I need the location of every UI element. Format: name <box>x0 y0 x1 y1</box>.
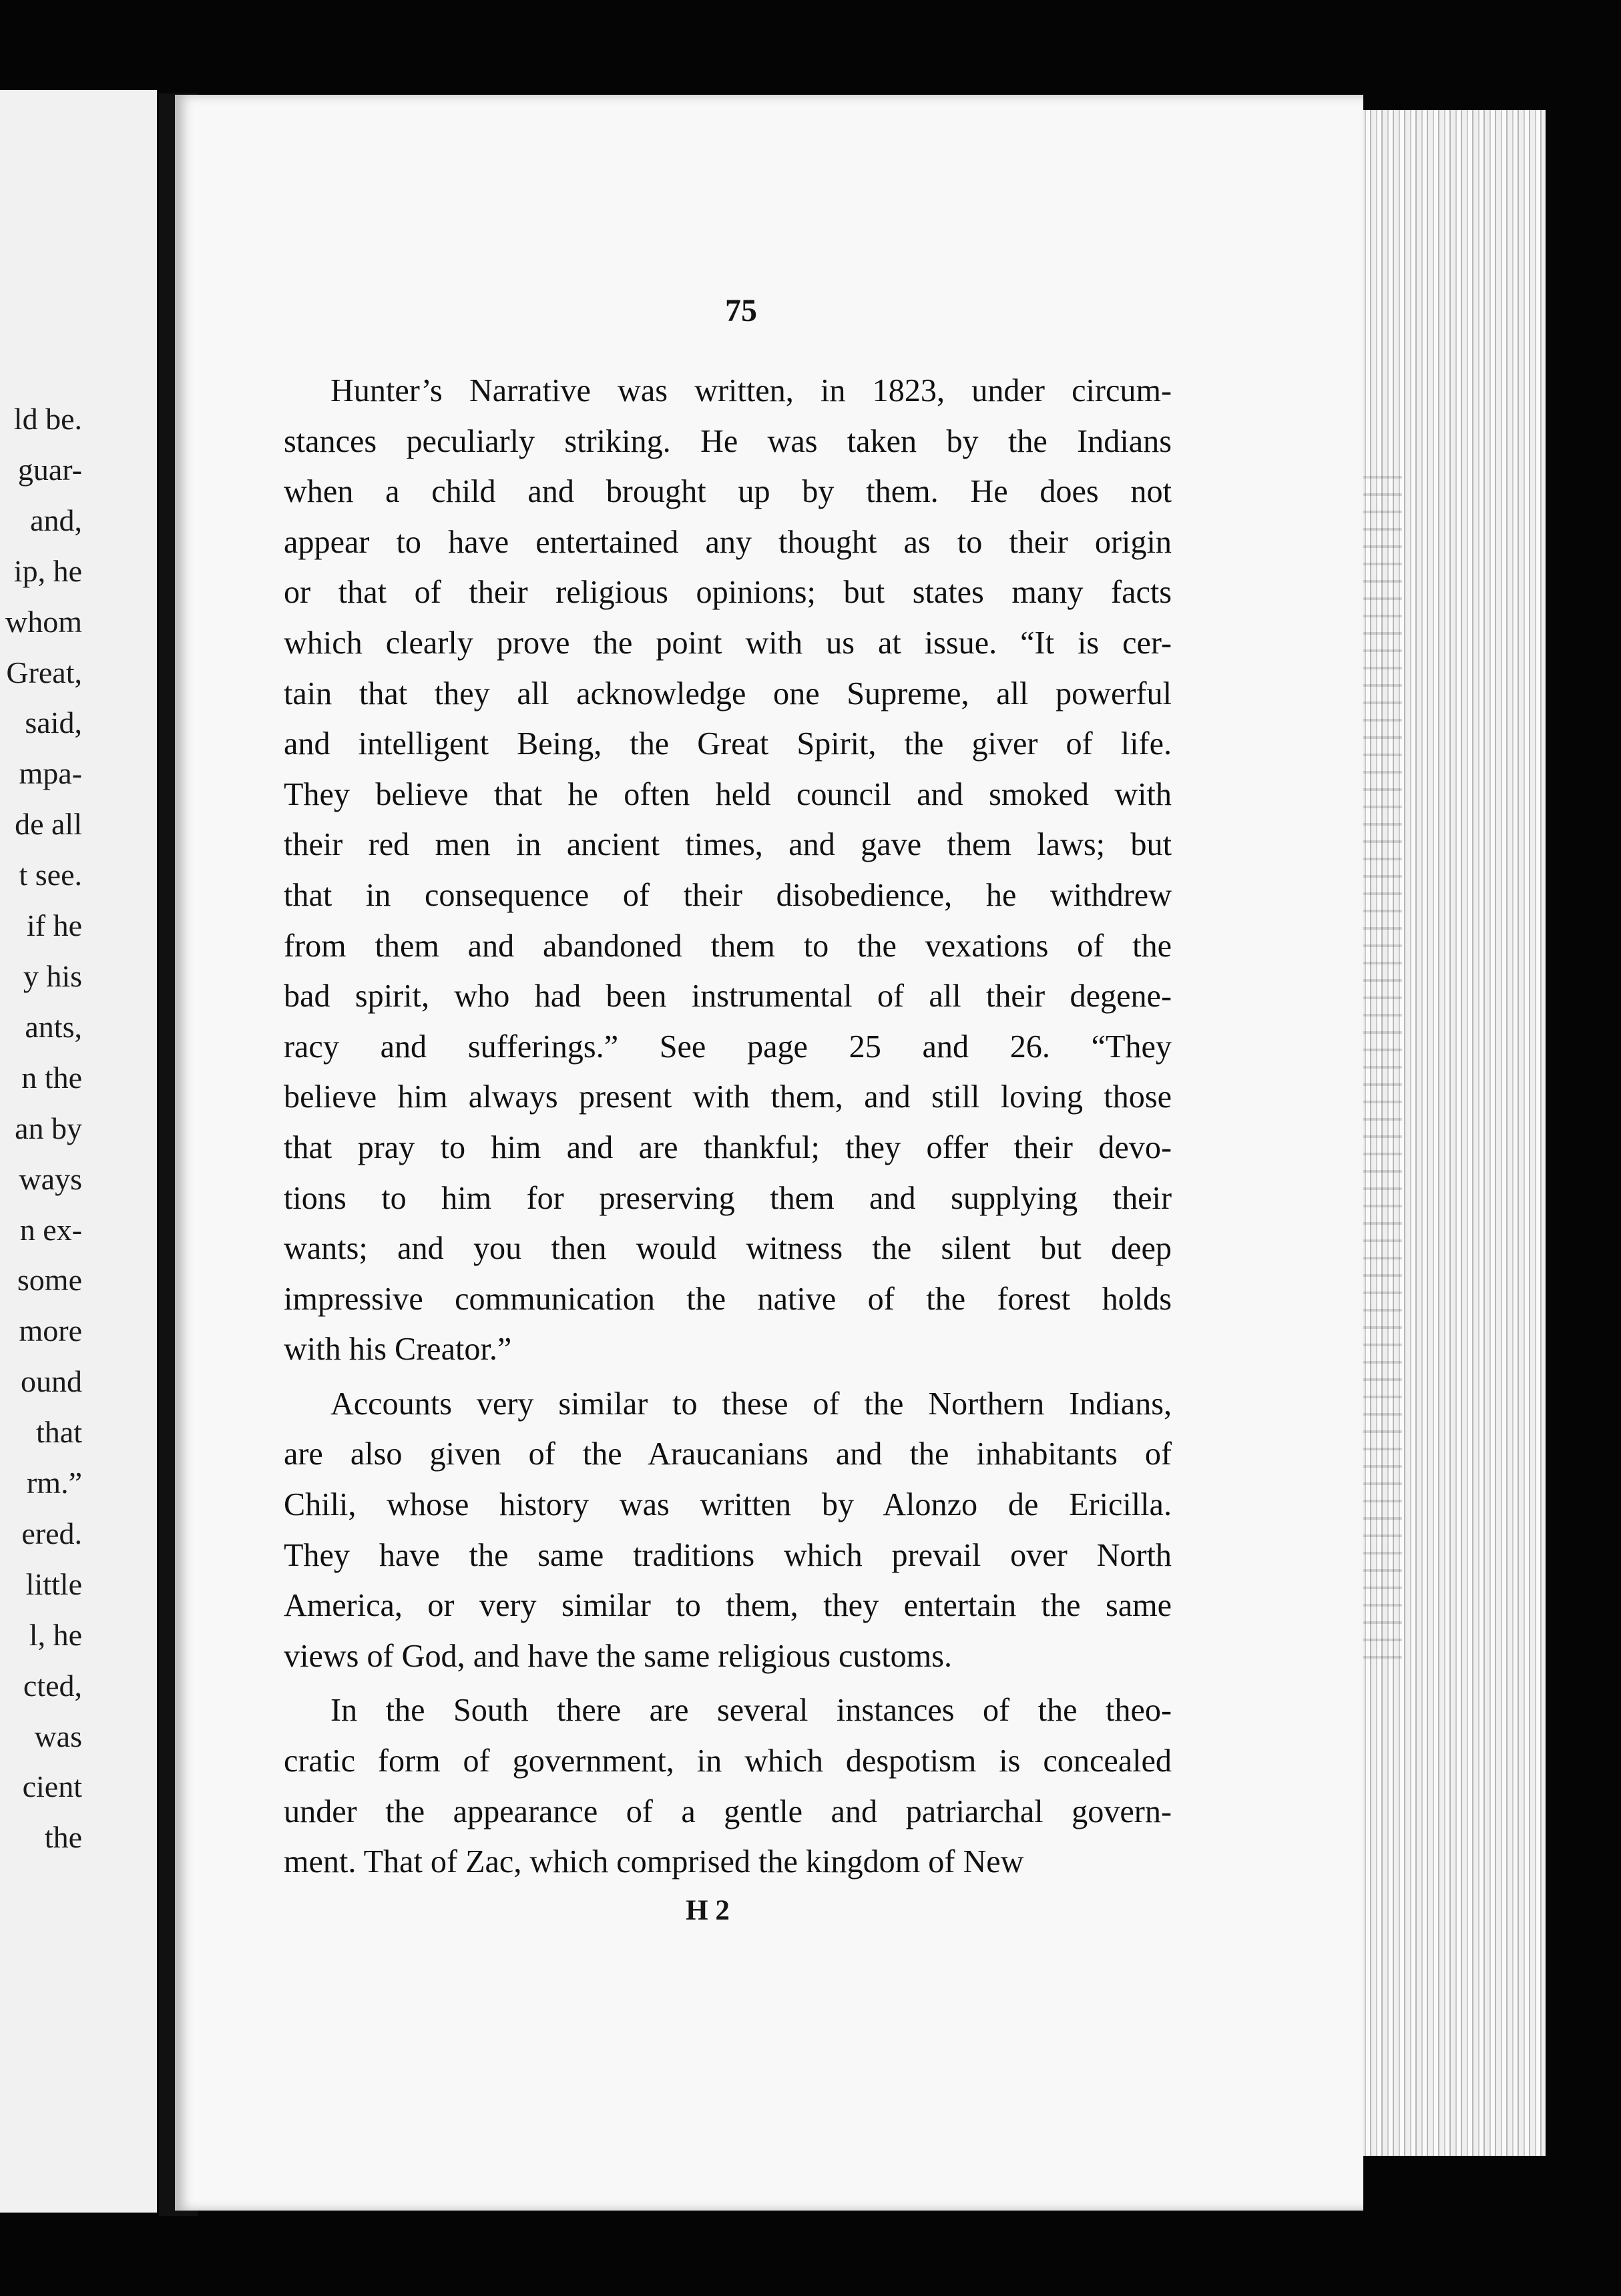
text-line: believe him always present with them, and still loving those <box>284 1079 1172 1115</box>
text-line: appear to have entertained any thought as to their origin <box>284 524 1172 560</box>
page-body-text <box>284 366 1172 1888</box>
facing-page-line: guar- <box>17 452 82 487</box>
text-line: impressive communication the native of the forest holds <box>284 1281 1172 1317</box>
text-line: Hunter’s Narrative was written, in 1823, under circum- <box>330 373 1172 408</box>
text-line: their red men in ancient times, and gave them laws; but <box>284 827 1172 863</box>
text-line: when a child and brought up by them. He does not <box>284 474 1172 510</box>
facing-page-line: cted, <box>23 1668 82 1703</box>
facing-page-line: y his <box>23 958 82 993</box>
facing-page-left <box>0 90 157 2213</box>
text-line: They have the same traditions which prevail over North <box>284 1537 1172 1573</box>
facing-page-line-endings <box>0 394 82 1863</box>
text-line: views of God, and have the same religious customs. <box>284 1638 953 1674</box>
facing-page-line: more <box>19 1314 82 1348</box>
text-line: tions to him for preserving them and supplying their <box>284 1180 1172 1216</box>
text-line: under the appearance of a gentle and patriarchal govern- <box>284 1793 1172 1829</box>
text-line: that pray to him and are thankful; they offer their devo- <box>284 1129 1172 1165</box>
facing-page-line: ound <box>21 1364 82 1399</box>
text-line: ment. That of Zac, which comprised the kingdom of New <box>284 1844 1024 1880</box>
facing-page-line: mpa- <box>19 756 82 791</box>
facing-page-line: l, he <box>29 1617 82 1652</box>
text-line: bad spirit, who had been instrumental of all their degene- <box>284 978 1172 1015</box>
facing-page-line: and, <box>30 503 82 537</box>
facing-page-line: cient <box>22 1769 82 1804</box>
facing-page-line: ways <box>19 1161 82 1196</box>
printer-signature-mark: H 2 <box>686 1895 730 1926</box>
facing-page-line: if he <box>26 908 82 943</box>
text-line: and intelligent Being, the Great Spirit, the giver of life. <box>284 726 1172 762</box>
text-line: cratic form of government, in which despotism is concealed <box>284 1743 1172 1779</box>
facing-page-line: t see. <box>19 858 82 892</box>
facing-page-line: n the <box>21 1060 82 1095</box>
text-line: tain that they all acknowledge one Supreme, all powerful <box>284 675 1172 711</box>
facing-page-line: ld be. <box>13 402 82 436</box>
text-line: that in consequence of their disobedience, he withdrew <box>284 877 1172 913</box>
facing-page-line: that <box>36 1415 82 1450</box>
facing-page-line: ants, <box>25 1009 82 1044</box>
text-line: or that of their religious opinions; but states many facts <box>284 575 1172 611</box>
page-number: 75 <box>725 293 757 328</box>
text-line: America, or very similar to them, they entertain the same <box>284 1588 1172 1624</box>
facing-page-line: ered. <box>21 1516 82 1550</box>
page-edge-marks <box>1361 464 1402 1659</box>
facing-page-line: some <box>17 1263 82 1298</box>
facing-page-line: de all <box>15 807 82 842</box>
text-line: with his Creator.” <box>284 1332 512 1368</box>
facing-page-line: little <box>25 1566 82 1601</box>
facing-page-line: said, <box>25 705 82 740</box>
text-line: racy and sufferings.” See page 25 and 26. “They <box>284 1029 1172 1065</box>
text-line: from them and abandoned them to the vexations of the <box>284 928 1172 964</box>
facing-page-line: an by <box>15 1111 82 1145</box>
text-line: stances peculiarly striking. He was taken by the Indians <box>284 423 1172 459</box>
facing-page-line: whom <box>5 604 82 639</box>
facing-page-line: Great, <box>6 655 82 689</box>
facing-page-line: was <box>34 1719 82 1753</box>
text-line: Accounts very similar to these of the Northern Indians, <box>330 1386 1172 1422</box>
text-line: In the South there are several instances of the theo- <box>330 1693 1172 1729</box>
facing-page-line: the <box>44 1820 82 1855</box>
text-line: are also given of the Araucanians and the inhabitants of <box>284 1436 1172 1472</box>
text-line: They believe that he often held council and smoked with <box>284 776 1172 812</box>
facing-page-line: rm.” <box>26 1466 82 1500</box>
text-line: Chili, whose history was written by Alonzo de Ericilla. <box>284 1487 1172 1523</box>
text-line: which clearly prove the point with us at issue. “It is cer- <box>284 625 1172 661</box>
facing-page-line: n ex- <box>19 1212 82 1247</box>
text-line: wants; and you then would witness the silent but deep <box>284 1231 1172 1267</box>
facing-page-line: ip, he <box>13 553 82 588</box>
